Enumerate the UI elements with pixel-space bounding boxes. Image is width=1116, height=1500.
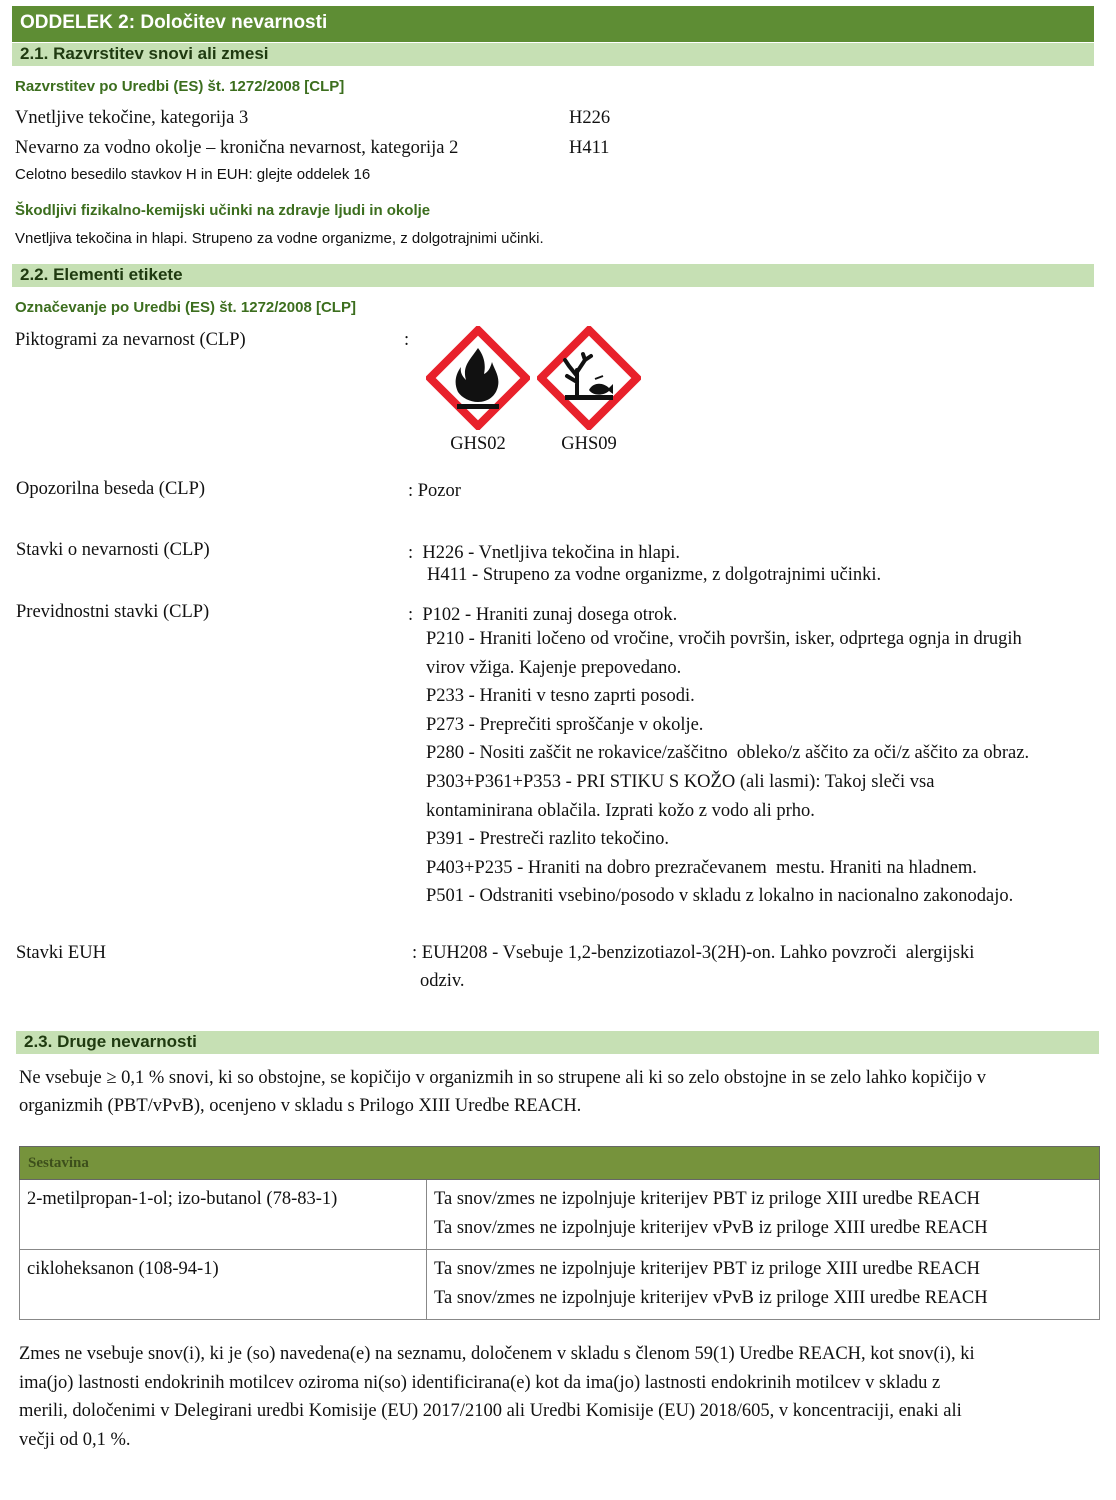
ingredient-assessment [427, 1250, 1100, 1320]
precautionary-statement: virov vžiga. Kajenje prepovedano. [426, 657, 682, 678]
precautionary-statement: P501 - Odstraniti vsebino/posodo v skladu z lokalno in nacionalno zakonodajo. [426, 886, 1014, 907]
hazard-statement: H411 - Strupeno za vodne organizme, z dolgotrajnimi učinki. [427, 565, 882, 585]
vpvb-assessment: Ta snov/zmes ne izpolnjuje kriterijev vPvB iz priloge XIII uredbe REACH [434, 1218, 988, 1238]
subsection-title-2-3: 2.3. Druge nevarnosti [16, 1031, 1099, 1054]
precautionary-statement: P233 - Hraniti v tesno zaprti posodi. [426, 686, 695, 707]
precautionary-statement: P210 - Hraniti ločeno od vročine, vročih površin, isker, odprtega ognja in drugih [426, 629, 1022, 649]
pictograms-label: Piktogrami za nevarnost (CLP) [15, 330, 246, 350]
hazard-pictograms [422, 326, 652, 466]
pictogram-code: GHS09 [561, 434, 617, 454]
precautionary-statement: P280 - Nositi zaščit ne rokavice/zaščitno obleko/z aščito za oči/z aščito za obraz. [426, 743, 1030, 764]
pbt-paragraph [19, 1064, 986, 1120]
pictogram-code: GHS02 [450, 434, 506, 454]
paragraph-line: Zmes ne vsebuje snov(i), ki je (so) navedena(e) na seznamu, določenem v skladu s členom 59(1) Uredbe REACH, kot snov(i), ki [19, 1344, 975, 1364]
hazard-statement: : H226 - Vnetljiva tekočina in hlapi. [408, 543, 680, 563]
precautionary-statement: P403+P235 - Hraniti na dobro prezračevanem mestu. Hraniti na hladnem. [426, 857, 977, 878]
subsection-title-2-1: 2.1. Razvrstitev snovi ali zmesi [12, 43, 1094, 66]
ingredients-table [19, 1146, 1100, 1320]
table-row [20, 1250, 1100, 1320]
precautionary-statement: : P102 - Hraniti zunaj dosega otrok. [408, 605, 678, 625]
paragraph-line: ima(jo) lastnosti endokrinih motilcev oziroma ni(so) identificirana(e) kot da ima(jo) lastnosti endokrinih motilcev v skladu z [19, 1372, 941, 1393]
precautionary-statement: P273 - Preprečiti sproščanje v okolje. [426, 714, 704, 735]
classification-name: Nevarno za vodno okolje – kronična nevarnost, kategorija 2 [15, 138, 459, 158]
classification-code: H226 [569, 108, 611, 128]
euh-statement: odziv. [420, 971, 465, 991]
table-header-row [20, 1147, 1100, 1180]
ingredient-name: cikloheksanon (108-94-1) [20, 1250, 427, 1320]
effects-label: Škodljivi fizikalno-kemijski učinki na zdravje ljudi in okolje [15, 202, 431, 219]
environment-hazard-icon [537, 326, 641, 430]
classification-name: Vnetljive tekočine, kategorija 3 [15, 108, 249, 128]
signal-word-value: : Pozor [408, 481, 461, 501]
pbt-assessment: Ta snov/zmes ne izpolnjuje kriterijev PBT iz priloge XIII uredbe REACH [434, 1259, 981, 1279]
pictogram-ghs09 [537, 326, 641, 455]
fulltext-note: Celotno besedilo stavkov H in EUH: glejte oddelek 16 [15, 166, 371, 183]
pbt-assessment: Ta snov/zmes ne izpolnjuje kriterijev PBT iz priloge XIII uredbe REACH [434, 1189, 981, 1209]
paragraph-line: organizmih (PBT/vPvB), ocenjeno v skladu s Prilogo XIII Uredbe REACH. [19, 1096, 582, 1116]
precautionary-statement: P303+P361+P353 - PRI STIKU S KOŽO (ali lasmi): Takoj sleči vsa [426, 771, 935, 792]
endocrine-paragraph [19, 1340, 975, 1455]
euh-statements-label: Stavki EUH [16, 943, 106, 963]
paragraph-line: večji od 0,1 %. [19, 1430, 131, 1451]
signal-word-label: Opozorilna beseda (CLP) [16, 479, 206, 499]
precautionary-statement: P391 - Prestreči razlito tekočino. [426, 829, 670, 850]
paragraph-line: Ne vsebuje ≥ 0,1 % snovi, ki so obstojne, se kopičijo v organizmih in so strupene ali ki so zelo obstojne in se zelo lahko kopičijo v [19, 1068, 987, 1088]
subsection-title-2-2: 2.2. Elementi etikete [12, 264, 1094, 287]
precautionary-statement: kontaminirana oblačila. Izprati kožo z vodo ali prho. [426, 800, 815, 821]
paragraph-line: merili, določenimi v Delegirani uredbi Komisije (EU) 2017/2100 ali Uredbi Komisije (EU) 2018/605, v koncentraciji, enaki ali [19, 1401, 962, 1422]
hazard-statements-label: Stavki o nevarnosti (CLP) [16, 540, 210, 560]
effects-text: Vnetljiva tekočina in hlapi. Strupeno za vodne organizme, z dolgotrajnimi učinki. [15, 230, 544, 247]
pictogram-ghs02 [426, 326, 530, 455]
table-row [20, 1180, 1100, 1250]
classification-code: H411 [569, 138, 610, 158]
ingredient-assessment [427, 1180, 1100, 1250]
ingredient-name: 2-metilpropan-1-ol; izo-butanol (78-83-1) [20, 1180, 427, 1250]
precautionary-statements-list [426, 625, 1029, 911]
labeling-label: Označevanje po Uredbi (ES) št. 1272/2008 [CLP] [15, 299, 356, 316]
precautionary-statements-label: Previdnostni stavki (CLP) [16, 602, 210, 622]
euh-statement: : EUH208 - Vsebuje 1,2-benzizotiazol-3(2H)-on. Lahko povzroči alergijski [412, 943, 975, 963]
section-title: ODDELEK 2: Določitev nevarnosti [12, 6, 1094, 42]
flame-hazard-icon [426, 326, 530, 430]
vpvb-assessment: Ta snov/zmes ne izpolnjuje kriterijev vPvB iz priloge XIII uredbe REACH [434, 1288, 988, 1308]
clp-classification-label: Razvrstitev po Uredbi (ES) št. 1272/2008 [CLP] [15, 78, 345, 95]
pictograms-colon: : [404, 330, 410, 350]
table-header: Sestavina [20, 1147, 1100, 1180]
